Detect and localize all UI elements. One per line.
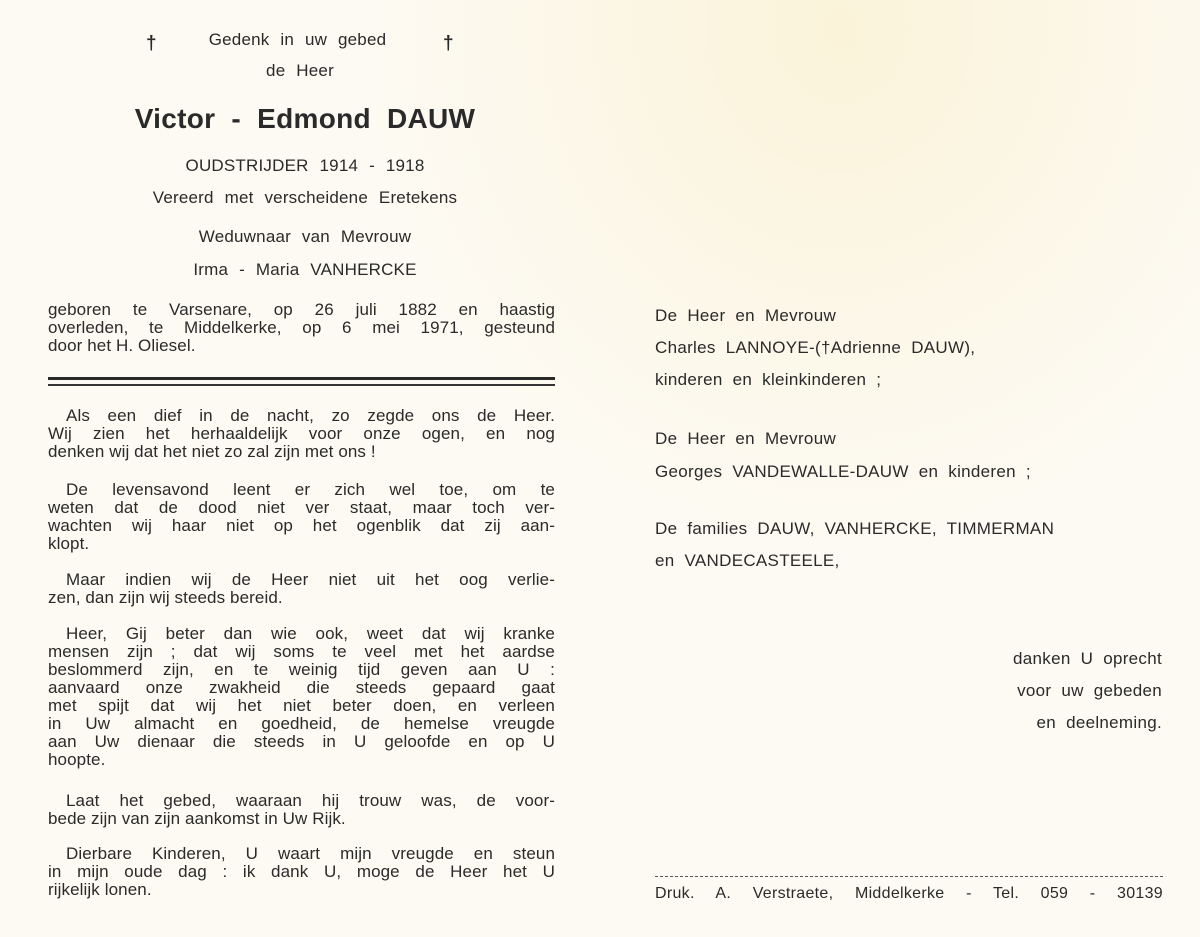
cross-icon: † xyxy=(443,33,454,54)
text-line: hoopte. xyxy=(48,750,106,769)
text-line: zen, dan zijn wij steeds bereid. xyxy=(48,588,283,607)
text-line: De levensavond leent er zich wel toe, om te xyxy=(66,480,555,499)
text-line: bede zijn van zijn aankomst in Uw Rijk. xyxy=(48,809,346,828)
text-line: aan Uw dienaar die steeds in U geloofde en op U xyxy=(48,732,555,751)
text-line: mensen zijn ; dat wij soms te veel met het aardse xyxy=(48,642,555,661)
text-line: Dierbare Kinderen, U waart mijn vreugde en steun xyxy=(66,844,555,863)
header-gedenk: Gedenk in uw gebed xyxy=(208,30,387,49)
printer-credit: Druk. A. Verstraete, Middelkerke - Tel. 059 - 30139 xyxy=(655,885,1163,902)
header-de-heer: de Heer xyxy=(266,61,334,80)
thanks-line: voor uw gebeden xyxy=(1017,681,1162,700)
paragraph-4 xyxy=(48,625,555,769)
family1-line: De Heer en Mevrouw xyxy=(655,306,837,325)
printer-divider xyxy=(655,876,1163,877)
divider-rule xyxy=(48,384,555,386)
text-line: Laat het gebed, waaraan hij trouw was, de voor- xyxy=(66,791,555,810)
text-line: weten dat de dood niet ver staat, maar toch ver- xyxy=(48,498,555,517)
text-line: Heer, Gij beter dan wie ook, weet dat wij kranke xyxy=(66,624,555,643)
header-oudstrijder: OUDSTRIJDER 1914 - 1918 xyxy=(185,156,425,175)
family3-line: De families DAUW, VANHERCKE, TIMMERMAN xyxy=(655,519,1055,538)
text-line: rijkelijk lonen. xyxy=(48,880,152,899)
family1-line: Charles LANNOYE-(†Adrienne DAUW), xyxy=(655,338,976,357)
text-line: denken wij dat het niet zo zal zijn met ons ! xyxy=(48,442,376,461)
header-eretekens: Vereerd met verscheidene Eretekens xyxy=(152,188,458,207)
text-line: klopt. xyxy=(48,534,90,553)
paragraph-1 xyxy=(48,407,555,461)
family1-line: kinderen en kleinkinderen ; xyxy=(655,370,882,389)
thanks-line: en deelneming. xyxy=(1036,713,1162,732)
text-line: Maar indien wij de Heer niet uit het oog verlie- xyxy=(66,570,555,589)
family2-line: De Heer en Mevrouw xyxy=(655,429,837,448)
text-line: wachten wij haar niet op het ogenblik dat zij aan- xyxy=(48,516,555,535)
family2-line: Georges VANDEWALLE-DAUW en kinderen ; xyxy=(655,462,1031,481)
deceased-name: Victor - Edmond DAUW xyxy=(134,103,476,134)
text-line: overleden, te Middelkerke, op 6 mei 1971, gesteund xyxy=(48,318,555,337)
text-line: aanvaard onze zwakheid die steeds gepaard gaat xyxy=(48,678,555,697)
text-line: in mijn oude dag : ik dank U, moge de Heer het U xyxy=(48,862,555,881)
text-line: Als een dief in de nacht, zo zegde ons de Heer. xyxy=(66,406,555,425)
birth-death-text xyxy=(48,301,555,355)
divider-rule xyxy=(48,377,555,380)
text-line: met spijt dat wij het niet beter doen, en verleen xyxy=(48,696,555,715)
text-line: door het H. Oliesel. xyxy=(48,336,196,355)
cross-icon: † xyxy=(146,33,157,54)
header-weduwnaar: Weduwnaar van Mevrouw xyxy=(198,227,412,246)
text-line: in Uw almacht en goedheid, de hemelse vreugde xyxy=(48,714,555,733)
family3-line: en VANDECASTEELE, xyxy=(655,551,840,570)
paragraph-5 xyxy=(48,792,555,828)
text-line: Wij zien het herhaaldelijk voor onze ogen, en nog xyxy=(48,424,555,443)
paragraph-2 xyxy=(48,481,555,553)
text-line: beslommerd zijn, en te weinig tijd geven aan U : xyxy=(48,660,555,679)
text-line: geboren te Varsenare, op 26 juli 1882 en haastig xyxy=(48,300,555,319)
header-spouse-name: Irma - Maria VANHERCKE xyxy=(193,260,417,279)
paragraph-6 xyxy=(48,845,555,899)
thanks-line: danken U oprecht xyxy=(1013,649,1162,668)
paragraph-3 xyxy=(48,571,555,607)
